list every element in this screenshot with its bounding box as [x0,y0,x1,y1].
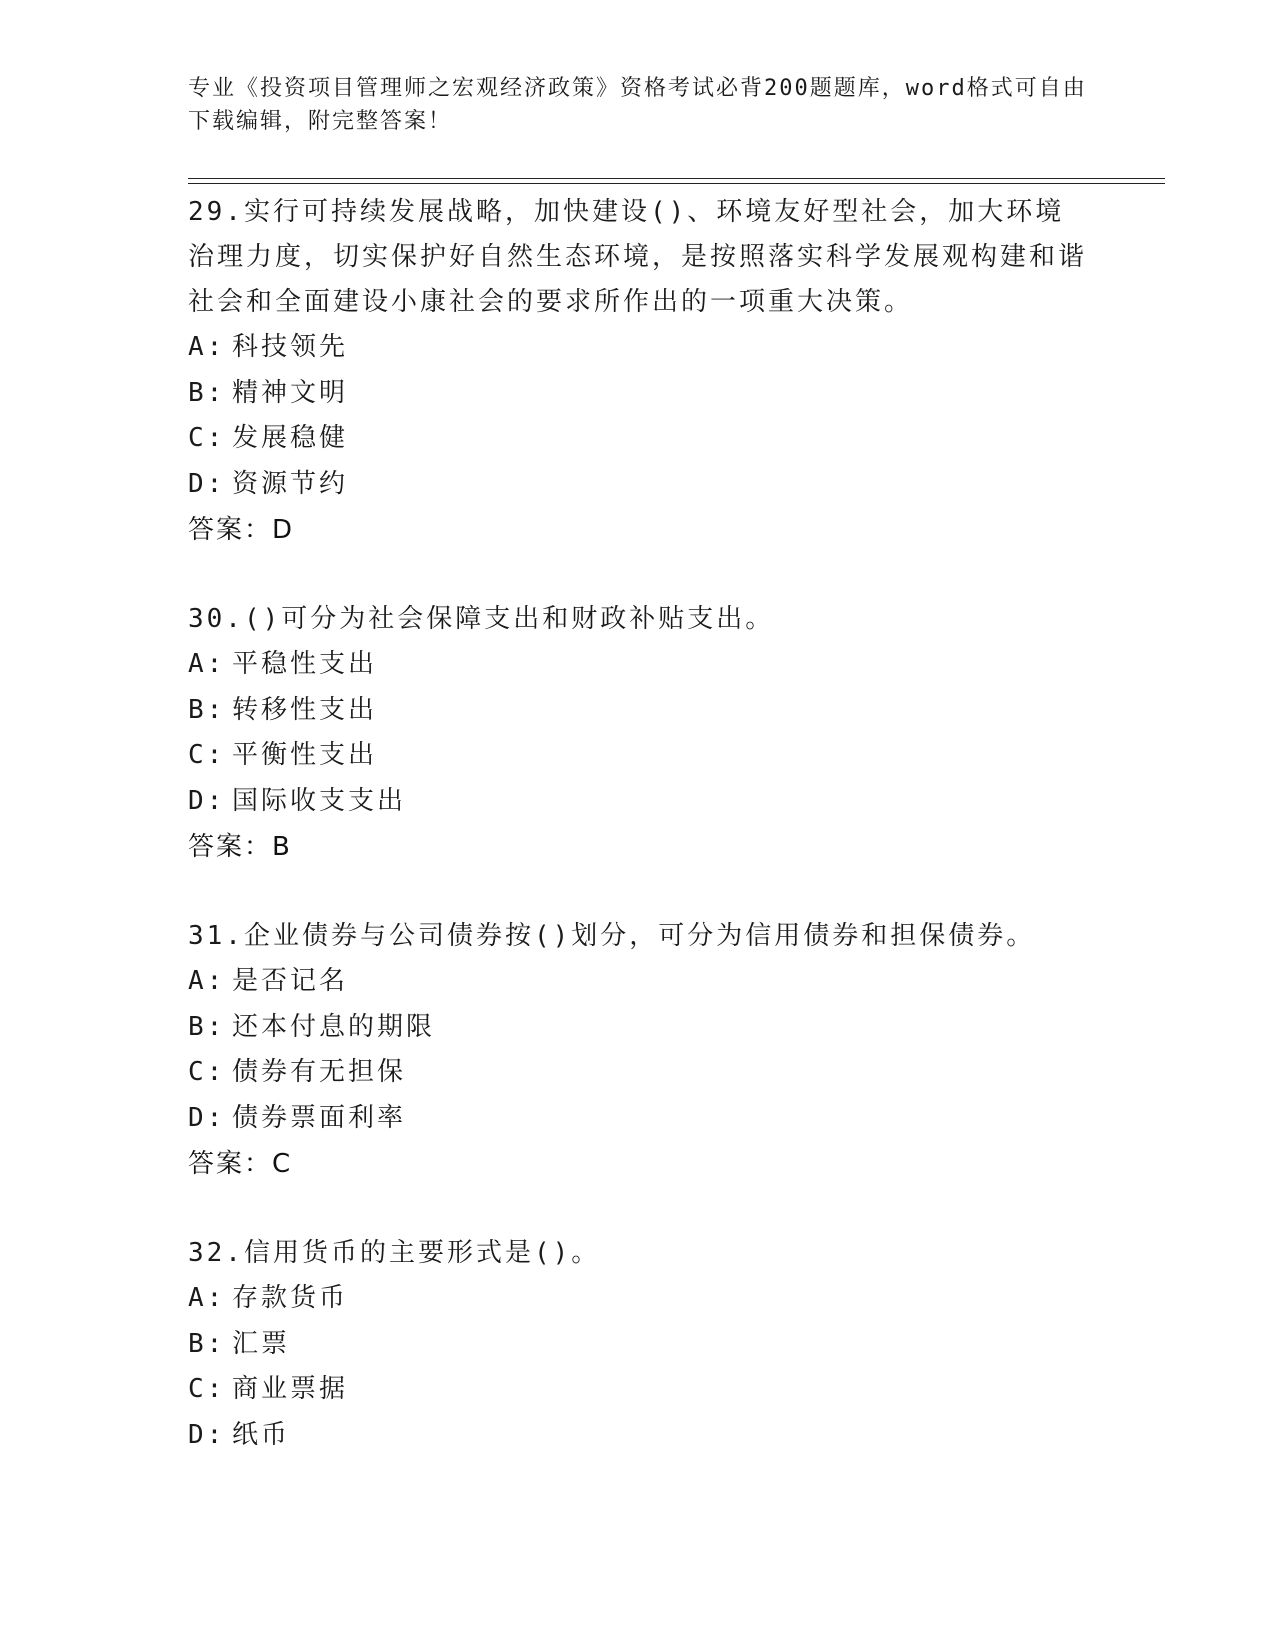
option-key: B: [188,1328,226,1359]
option-c [188,1367,1088,1413]
option-key: C: [188,1057,226,1087]
option-key: A: [188,332,226,362]
option-c [188,416,1088,462]
option-key: D: [188,468,226,499]
option-text: 债券票面利率 [232,1102,407,1133]
option-c [188,1050,1088,1096]
option-text: 是否记名 [232,966,349,996]
option-text: 科技领先 [232,332,349,362]
document-header [188,72,1088,138]
document-title: 专业《投资项目管理师之宏观经济政策》资格考试必背200题题库，word格式可自由下载编辑，附完整答案！ [188,76,1087,134]
option-key: A: [188,649,226,679]
option-b [188,371,1088,417]
question-stem: 31.企业债券与公司债券按()划分，可分为信用债券和担保债券。 [188,921,1036,951]
option-text: 精神文明 [232,377,349,408]
option-text: 平衡性支出 [232,740,378,770]
option-key: B: [188,694,226,725]
option-text: 还本付息的期限 [232,1011,436,1042]
option-b [188,1322,1088,1368]
option-c [188,733,1088,779]
option-key: C: [188,1374,226,1404]
option-a [188,325,1088,371]
question-31 [188,914,1088,1187]
question-29 [188,190,1088,553]
answer-line: 答案：D [188,515,295,545]
option-text: 发展稳健 [232,423,349,453]
option-d [188,1413,1088,1459]
option-key: D: [188,1102,226,1133]
question-stem: 32.信用货币的主要形式是()。 [188,1238,601,1268]
header-divider-top [188,178,1165,179]
option-key: B: [188,1011,226,1042]
option-text: 汇票 [232,1328,291,1359]
option-text: 存款货币 [232,1283,349,1313]
option-text: 债券有无担保 [232,1057,407,1087]
question-stem: 29.实行可持续发展战略，加快建设()、环境友好型社会，加大环境治理力度，切实保护好自然生态环境，是按照落实科学发展观构建和谐社会和全面建设小康社会的要求所作出的一项重大决策。 [188,197,1088,317]
option-b [188,1005,1088,1051]
option-text: 商业票据 [232,1374,349,1404]
option-text: 资源节约 [232,468,349,499]
option-a [188,642,1088,688]
option-d [188,462,1088,508]
option-key: D: [188,1419,226,1450]
option-d [188,779,1088,825]
answer-line: 答案：C [188,1149,293,1179]
option-key: C: [188,423,226,453]
option-text: 平稳性支出 [232,649,378,679]
option-key: D: [188,785,226,816]
question-30 [188,597,1088,870]
option-a [188,1276,1088,1322]
option-text: 纸币 [232,1419,291,1450]
option-key: B: [188,377,226,408]
option-key: C: [188,740,226,770]
option-key: A: [188,966,226,996]
question-stem: 30.()可分为社会保障支出和财政补贴支出。 [188,604,775,634]
header-divider-bottom [188,183,1165,184]
question-list [188,190,1088,1502]
option-text: 国际收支支出 [232,785,407,816]
question-32 [188,1231,1088,1458]
answer-line: 答案：B [188,832,292,862]
option-d [188,1096,1088,1142]
option-b [188,688,1088,734]
option-key: A: [188,1283,226,1313]
option-a [188,959,1088,1005]
option-text: 转移性支出 [232,694,378,725]
